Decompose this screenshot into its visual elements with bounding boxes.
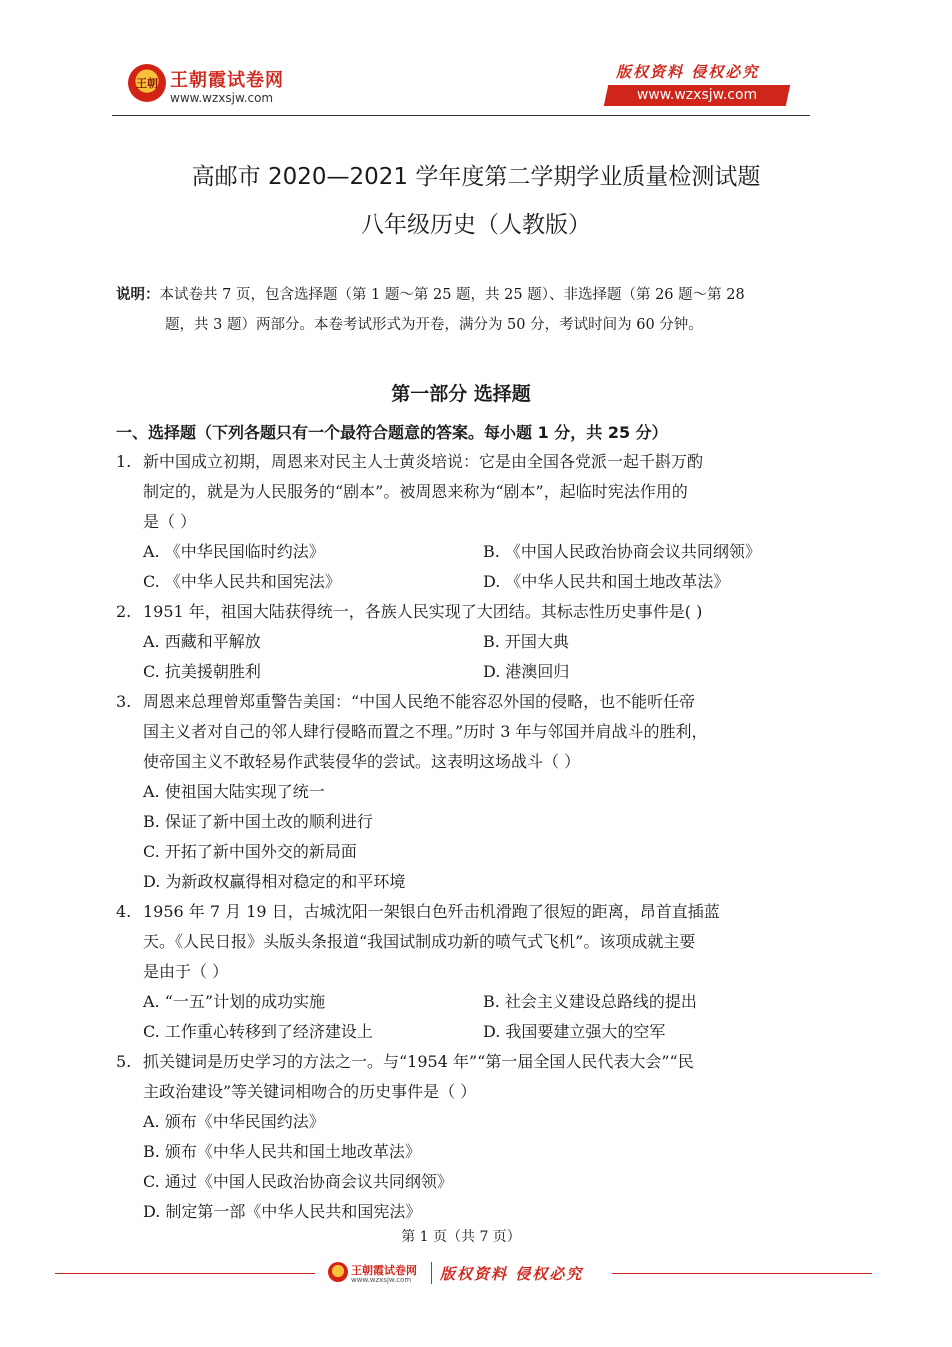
option-b: B. 保证了新中国土改的顺利进行	[143, 812, 373, 831]
exam-title: 高邮市 2020—2021 学年度第二学期学业质量检测试题	[191, 164, 761, 190]
header-divider	[112, 115, 810, 116]
question-number: 5.	[116, 1052, 132, 1071]
footer-logo-badge	[328, 1262, 348, 1282]
exam-subtitle: 八年级历史（人教版）	[361, 212, 591, 238]
question-text-line: 1951 年，祖国大陆获得统一，各族人民实现了大团结。其标志性历史事件是( )	[143, 602, 703, 621]
question-text-line: 抓关键词是历史学习的方法之一。与“1954 年”“第一届全国人民代表大会”“民	[143, 1052, 694, 1071]
instructions-line-2: 题，共 3 题）两部分。本卷考试形式为开卷，满分为 50 分，考试时间为 60 分钟。	[165, 317, 703, 333]
question-text-line: 主政治建设”等关键词相吻合的历史事件是（ ）	[143, 1082, 477, 1101]
question-text-line: 是（ ）	[143, 512, 197, 531]
question-number: 2.	[116, 602, 132, 621]
url-banner-text: www.wzxsjw.com	[636, 87, 758, 103]
option-c: C. 开拓了新中国外交的新局面	[143, 842, 357, 861]
option-d: D. 为新政权赢得相对稳定的和平环境	[143, 872, 406, 891]
option-d: D. 制定第一部《中华人民共和国宪法》	[143, 1202, 422, 1221]
question-number: 4.	[116, 902, 132, 921]
footer-rule-right	[612, 1273, 872, 1274]
question-text-line: 是由于（ ）	[143, 962, 229, 981]
option-c: C. 通过《中国人民政治协商会议共同纲领》	[143, 1172, 453, 1191]
question-number: 3.	[116, 692, 132, 711]
option-a: A. 西藏和平解放	[143, 632, 261, 651]
option-b: B. 开国大典	[483, 632, 569, 651]
option-d: D. 《中华人民共和国土地改革法》	[483, 572, 730, 591]
page-number: 第 1 页（共 7 页）	[401, 1229, 521, 1245]
logo-url: www.wzxsjw.com	[170, 91, 274, 105]
copyright-slogan: 版权资料 侵权必究	[616, 63, 760, 81]
option-a: A. 颁布《中华民国约法》	[143, 1112, 325, 1131]
option-b: B. 社会主义建设总路线的提出	[483, 992, 697, 1011]
logo-badge: 王朝	[128, 64, 166, 102]
instructions-line-1	[116, 283, 745, 304]
option-b: B. 颁布《中华人民共和国土地改革法》	[143, 1142, 421, 1161]
part-title: 第一部分 选择题	[391, 383, 531, 405]
question-text-line: 1956 年 7 月 19 日，古城沈阳一架银白色歼击机滑跑了很短的距离，昂首直插蓝	[143, 902, 720, 921]
logo-name: 王朝霞试卷网	[170, 70, 284, 91]
question-text-line: 周恩来总理曾郑重警告美国：“中国人民绝不能容忍外国的侵略，也不能听任帝	[143, 692, 696, 711]
option-d: D. 我国要建立强大的空军	[483, 1022, 666, 1041]
footer-rule-left	[55, 1273, 315, 1274]
option-a: A. 《中华民国临时约法》	[143, 542, 325, 561]
option-a: A. 使祖国大陆实现了统一	[143, 782, 325, 801]
question-text-line: 天。《人民日报》头版头条报道“我国试制成功新的喷气式飞机”。该项成就主要	[143, 932, 696, 951]
option-c: C. 工作重心转移到了经济建设上	[143, 1022, 373, 1041]
option-a: A. “一五”计划的成功实施	[143, 992, 326, 1011]
option-c: C. 《中华人民共和国宪法》	[143, 572, 341, 591]
instructions-label: 说明：	[116, 286, 160, 303]
option-b: B. 《中国人民政治协商会议共同纲领》	[483, 542, 761, 561]
footer-divider	[431, 1262, 432, 1284]
question-text-line: 新中国成立初期，周恩来对民主人士黄炎培说：它是由全国各党派一起千斟万酌	[143, 452, 704, 471]
instructions-text-1: 本试卷共 7 页，包含选择题（第 1 题～第 25 题，共 25 题）、非选择题（第 26 题～第 28	[159, 287, 745, 303]
footer-logo-url: www.wzxsjw.com	[351, 1276, 412, 1284]
option-d: D. 港澳回归	[483, 662, 570, 681]
option-c: C. 抗美援朝胜利	[143, 662, 261, 681]
question-number: 1.	[116, 452, 132, 471]
question-text-line: 制定的，就是为人民服务的“剧本”。被周恩来称为“剧本”，起临时宪法作用的	[143, 482, 688, 501]
section-title: 一、选择题（下列各题只有一个最符合题意的答案。每小题 1 分，共 25 分）	[116, 423, 668, 442]
question-text-line: 使帝国主义不敢轻易作武装侵华的尝试。这表明这场战斗（ ）	[143, 752, 581, 771]
question-text-line: 国主义者对自己的邻人肆行侵略而置之不理。”历时 3 年与邻国并肩战斗的胜利，	[143, 722, 708, 741]
footer-slogan: 版权资料 侵权必究	[440, 1265, 584, 1283]
footer-logo-name: 王朝霞试卷网	[351, 1264, 417, 1277]
